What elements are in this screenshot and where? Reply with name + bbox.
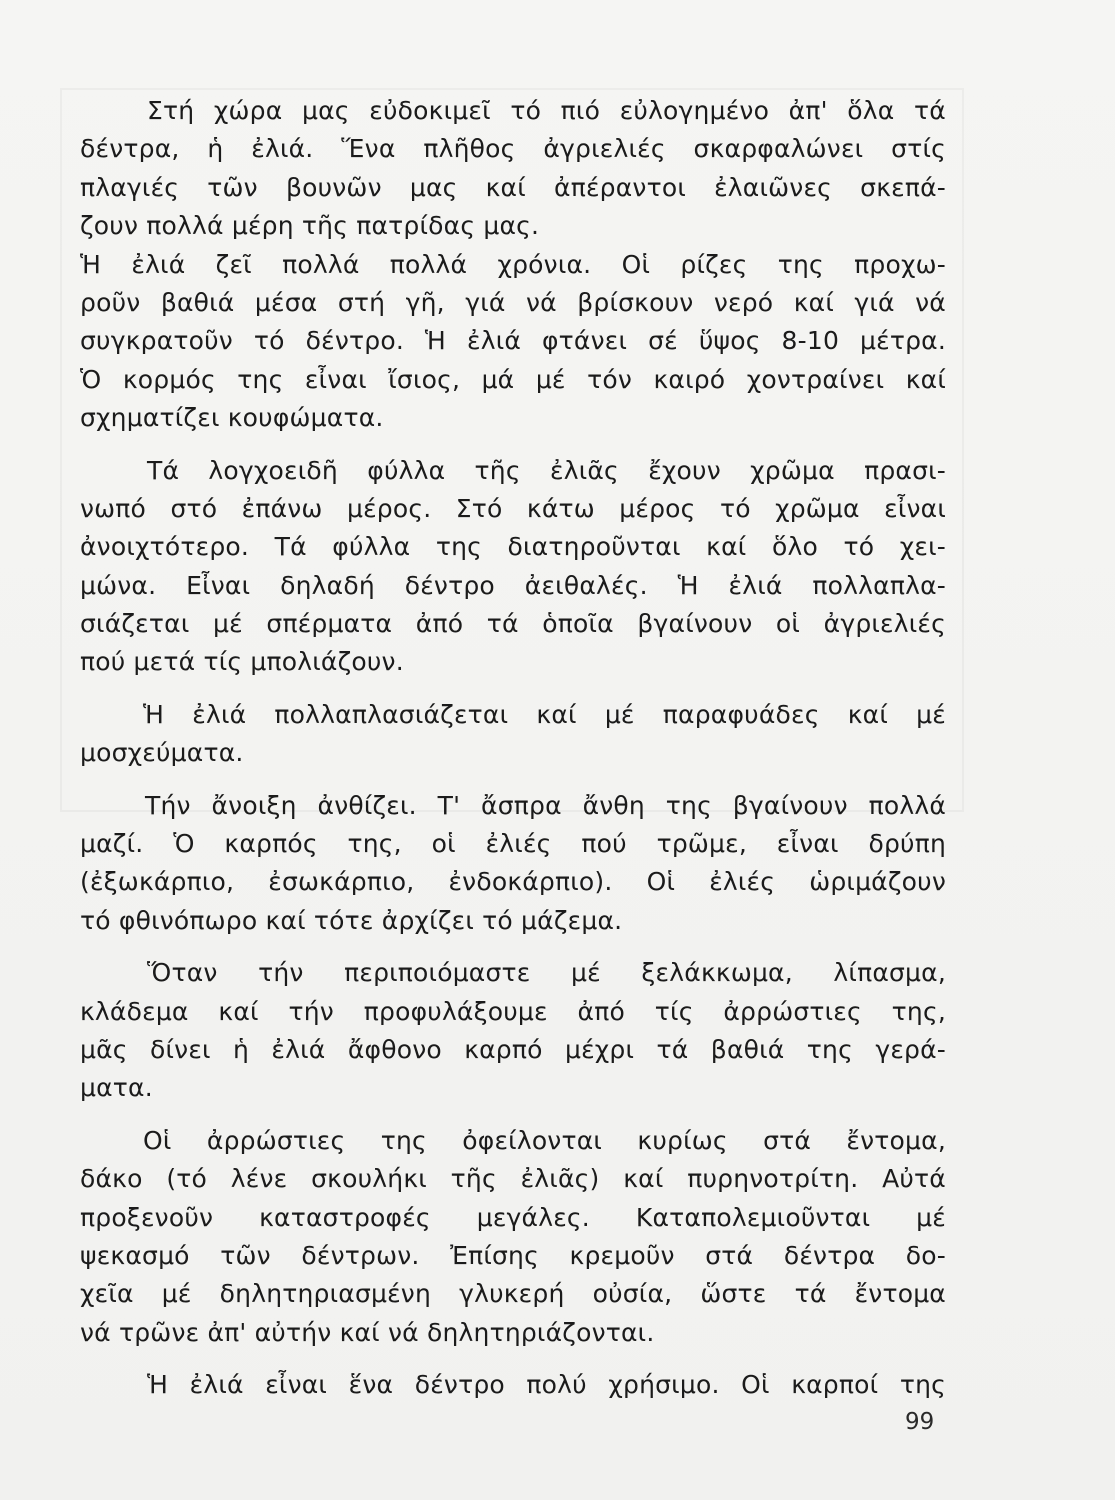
text-line: πλαγιές τῶν βουνῶν μας καί ἀπέραντοι ἐλαιῶνες σκεπά- bbox=[80, 172, 946, 202]
text-line: χεῖα μέ δηλητηριασμένη γλυκερή οὐσία, ὥστε τά ἔντομα bbox=[80, 1279, 946, 1309]
paragraph bbox=[80, 1366, 946, 1404]
text-line: ἀνοιχτότερο. Τά φύλλα της διατηροῦνται καί ὅλο τό χει- bbox=[80, 532, 946, 562]
text-line: μοσχεύματα. bbox=[80, 738, 244, 768]
text-line: μᾶς δίνει ἡ ἐλιά ἄφθονο καρπό μέχρι τά βαθιά της γερά- bbox=[80, 1034, 946, 1064]
paragraph-spacer bbox=[80, 438, 946, 452]
text-line: σχηματίζει κουφώματα. bbox=[80, 403, 384, 433]
text-line: σιάζεται μέ σπέρματα ἀπό τά ὁποῖα βγαίνουν οἱ ἀγριελιές bbox=[80, 609, 946, 639]
paragraph bbox=[80, 954, 946, 1108]
page-number: 99 bbox=[905, 1409, 935, 1435]
paragraph-spacer bbox=[80, 1352, 946, 1366]
text-line: δάκο (τό λένε σκουλήκι τῆς ἐλιᾶς) καί πυρηνοτρίτη. Αὐτά bbox=[80, 1164, 946, 1194]
text-line: ζουν πολλά μέρη τῆς πατρίδας μας. bbox=[80, 211, 540, 241]
text-line: πού μετά τίς μπολιάζουν. bbox=[80, 647, 404, 677]
text-line: ροῦν βαθιά μέσα στή γῆ, γιά νά βρίσκουν νερό καί γιά νά bbox=[80, 287, 946, 317]
paragraph bbox=[80, 452, 946, 682]
paragraph bbox=[80, 1122, 946, 1352]
paragraph-spacer bbox=[80, 940, 946, 954]
text-line: μαζί. Ὁ καρπός της, οἱ ἐλιές πού τρῶμε, εἶναι δρύπη bbox=[80, 829, 946, 859]
text-line: Οἱ ἀρρώστιες της ὀφείλονται κυρίως στά ἔντομα, bbox=[143, 1125, 946, 1155]
text-line: Ὁ κορμός της εἶναι ἴσιος, μά μέ τόν καιρό χοντραίνει καί bbox=[80, 364, 946, 394]
text-line: Τήν ἄνοιξη ἀνθίζει. Τ' ἄσπρα ἄνθη της βγαίνουν πολλά bbox=[145, 790, 946, 820]
text-line: προξενοῦν καταστροφές μεγάλες. Καταπολεμιοῦνται μέ bbox=[80, 1202, 946, 1232]
text-line: νά τρῶνε ἀπ' αὐτήν καί νά δηλητηριάζονται. bbox=[80, 1317, 655, 1347]
text-line: ψεκασμό τῶν δέντρων. Ἐπίσης κρεμοῦν στά δέντρα δο- bbox=[80, 1240, 946, 1270]
paragraph bbox=[80, 246, 946, 438]
paragraph-spacer bbox=[80, 773, 946, 787]
text-line: Ἡ ἐλιά εἶναι ἕνα δέντρο πολύ χρήσιμο. Οἱ καρποί της bbox=[147, 1370, 946, 1400]
text-line: δέντρα, ἡ ἐλιά. Ἕνα πλῆθος ἀγριελιές σκαρφαλώνει στίς bbox=[80, 134, 946, 164]
text-line: κλάδεμα καί τήν προφυλάξουμε ἀπό τίς ἀρρώστιες της, bbox=[80, 996, 946, 1026]
text-line: Ὅταν τήν περιποιόμαστε μέ ξελάκκωμα, λίπασμα, bbox=[147, 958, 946, 988]
text-line: Ἡ ἐλιά ζεῖ πολλά πολλά χρόνια. Οἱ ρίζες της προχω- bbox=[80, 249, 946, 279]
paragraph bbox=[80, 92, 946, 246]
text-line: ματα. bbox=[80, 1073, 153, 1103]
text-line: Τά λογχοειδῆ φύλλα τῆς ἐλιᾶς ἔχουν χρῶμα πρασι- bbox=[147, 455, 946, 485]
body-text bbox=[80, 92, 946, 1405]
paragraph bbox=[80, 696, 946, 773]
paragraph bbox=[80, 787, 946, 941]
text-line: μώνα. Εἶναι δηλαδή δέντρο ἀειθαλές. Ἡ ἐλιά πολλαπλα- bbox=[80, 570, 946, 600]
text-line: Στή χώρα μας εὐδοκιμεῖ τό πιό εὐλογημένο ἀπ' ὅλα τά bbox=[147, 96, 946, 125]
text-line: νωπό στό ἐπάνω μέρος. Στό κάτω μέρος τό χρῶμα εἶναι bbox=[80, 493, 946, 523]
text-line: συγκρατοῦν τό δέντρο. Ἡ ἐλιά φτάνει σέ ὕψος 8-10 μέτρα. bbox=[80, 326, 946, 356]
paragraph-spacer bbox=[80, 1108, 946, 1122]
text-line: (ἐξωκάρπιο, ἐσωκάρπιο, ἐνδοκάρπιο). Οἱ ἐλιές ὡριμάζουν bbox=[80, 867, 946, 897]
text-line: τό φθινόπωρο καί τότε ἀρχίζει τό μάζεμα. bbox=[80, 905, 623, 935]
text-line: Ἡ ἐλιά πολλαπλασιάζεται καί μέ παραφυάδες καί μέ bbox=[143, 699, 946, 729]
paragraph-spacer bbox=[80, 682, 946, 696]
